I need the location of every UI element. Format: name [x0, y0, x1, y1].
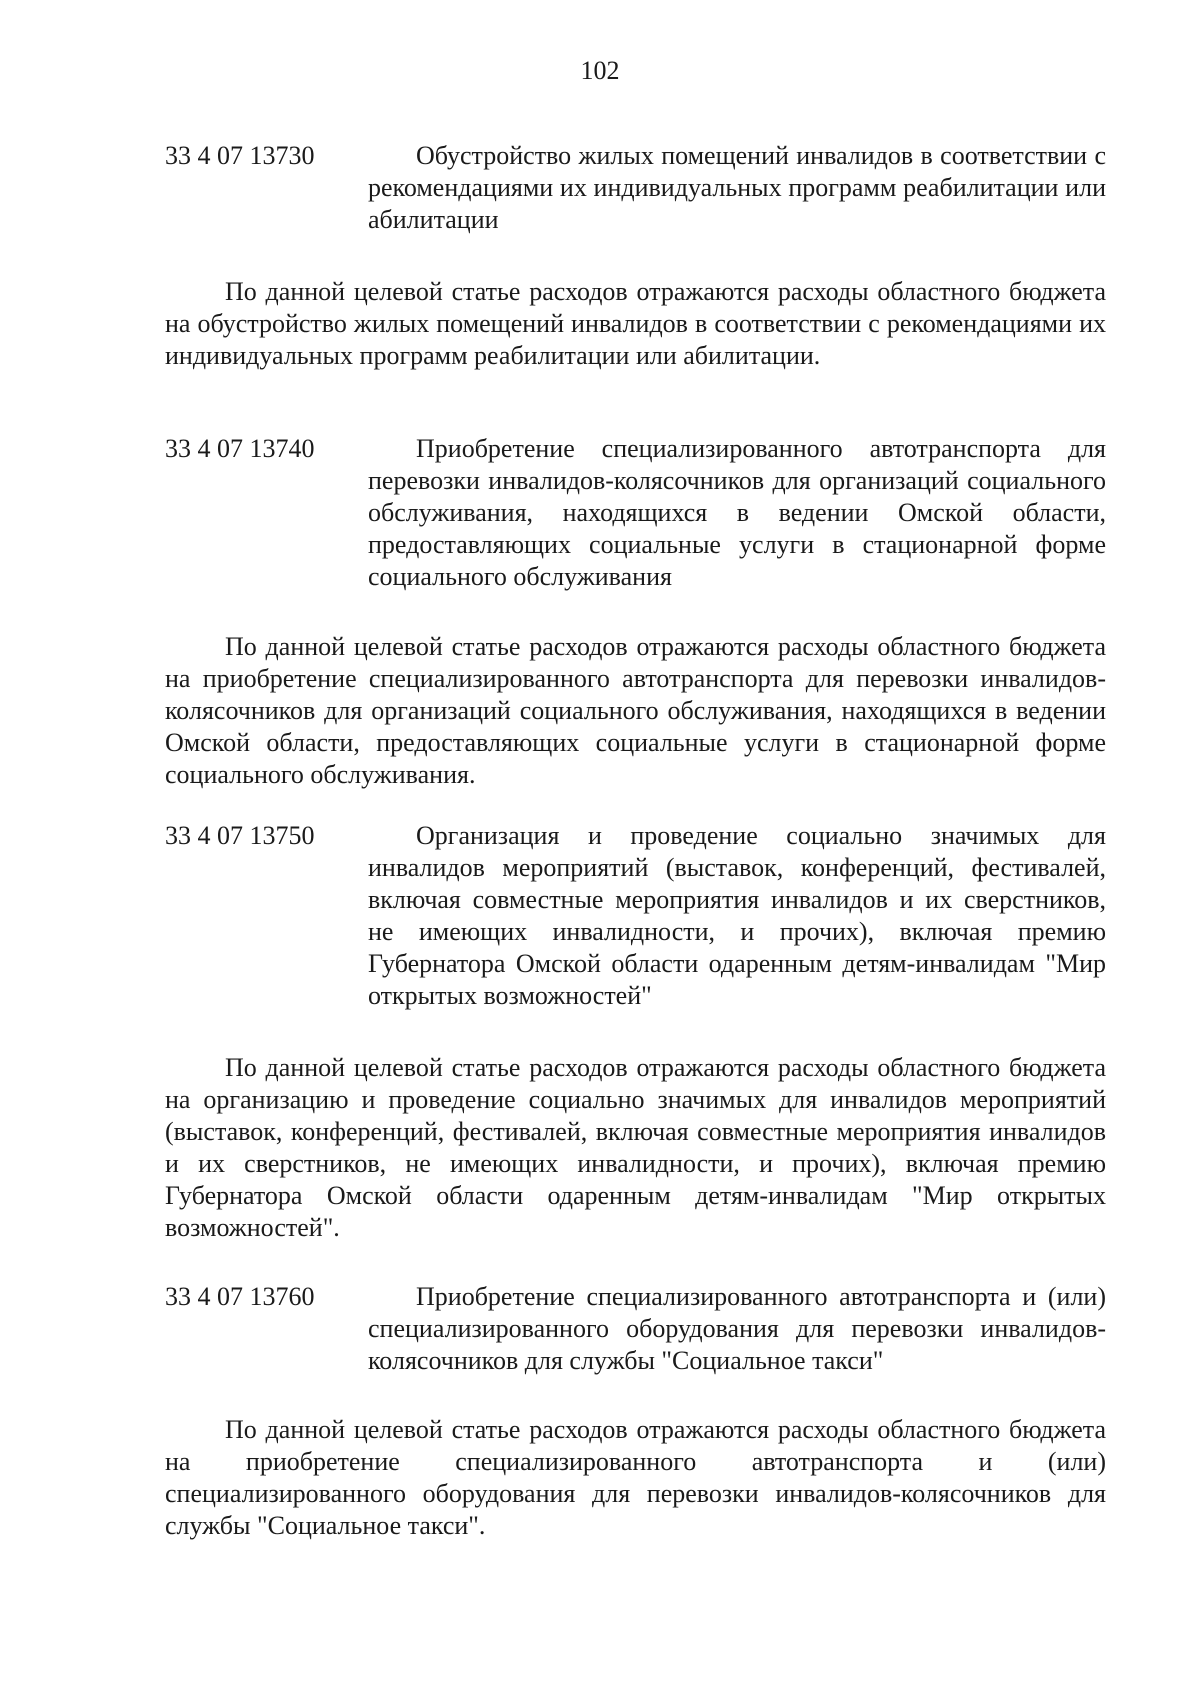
entry-description: По данной целевой статье расходов отражаются расходы областного бюджета на приобретение специализированного автотранспорта для перевозки инвалидов-колясочников для организаций социального обслуживания, находящихся в ведении Омской области, предоставляющих социальные услуги в стационарной форме социального обслуживания.	[165, 632, 1106, 789]
entry-description: По данной целевой статье расходов отражаются расходы областного бюджета на обустройство жилых помещений инвалидов в соответствии с рекомендациями их индивидуальных программ реабилитации или абилитации.	[165, 277, 1106, 370]
entry-code: 33 4 07 13740	[165, 434, 315, 463]
entry-title: Приобретение специализированного автотранспорта для перевозки инвалидов-колясочников для организаций социального обслуживания, находящихся в ведении Омской области, предоставляющих социальные услуги в стационарной форме социального обслуживания	[368, 434, 1106, 591]
entry-code: 33 4 07 13750	[165, 821, 315, 850]
entry-description: По данной целевой статье расходов отражаются расходы областного бюджета на приобретение специализированного автотранспорта и (или) специализированного оборудования для перевозки инвалидов-колясочников для службы "Социальное такси".	[165, 1415, 1106, 1540]
entry-code: 33 4 07 13730	[165, 141, 315, 170]
entry-title: Организация и проведение социально значимых для инвалидов мероприятий (выставок, конференций, фестивалей, включая совместные мероприятия инвалидов и их сверстников, не имеющих инвалидности, и прочих), включая премию Губернатора Омской области одаренным детям-инвалидам "Мир открытых возможностей"	[368, 821, 1106, 1010]
entry-code: 33 4 07 13760	[165, 1282, 315, 1311]
entry-title: Обустройство жилых помещений инвалидов в соответствии с рекомендациями их индивидуальных программ реабилитации или абилитации	[368, 141, 1106, 234]
entry-description: По данной целевой статье расходов отражаются расходы областного бюджета на организацию и проведение социально значимых для инвалидов мероприятий (выставок, конференций, фестивалей, включая совместные мероприятия инвалидов и их сверстников, не имеющих инвалидности, и прочих), включая премию Губернатора Омской области одаренным детям-инвалидам "Мир открытых возможностей".	[165, 1053, 1106, 1242]
page-number: 102	[580, 56, 620, 85]
entry-title: Приобретение специализированного автотранспорта и (или) специализированного оборудования для перевозки инвалидов-колясочников для службы "Социальное такси"	[368, 1282, 1106, 1375]
